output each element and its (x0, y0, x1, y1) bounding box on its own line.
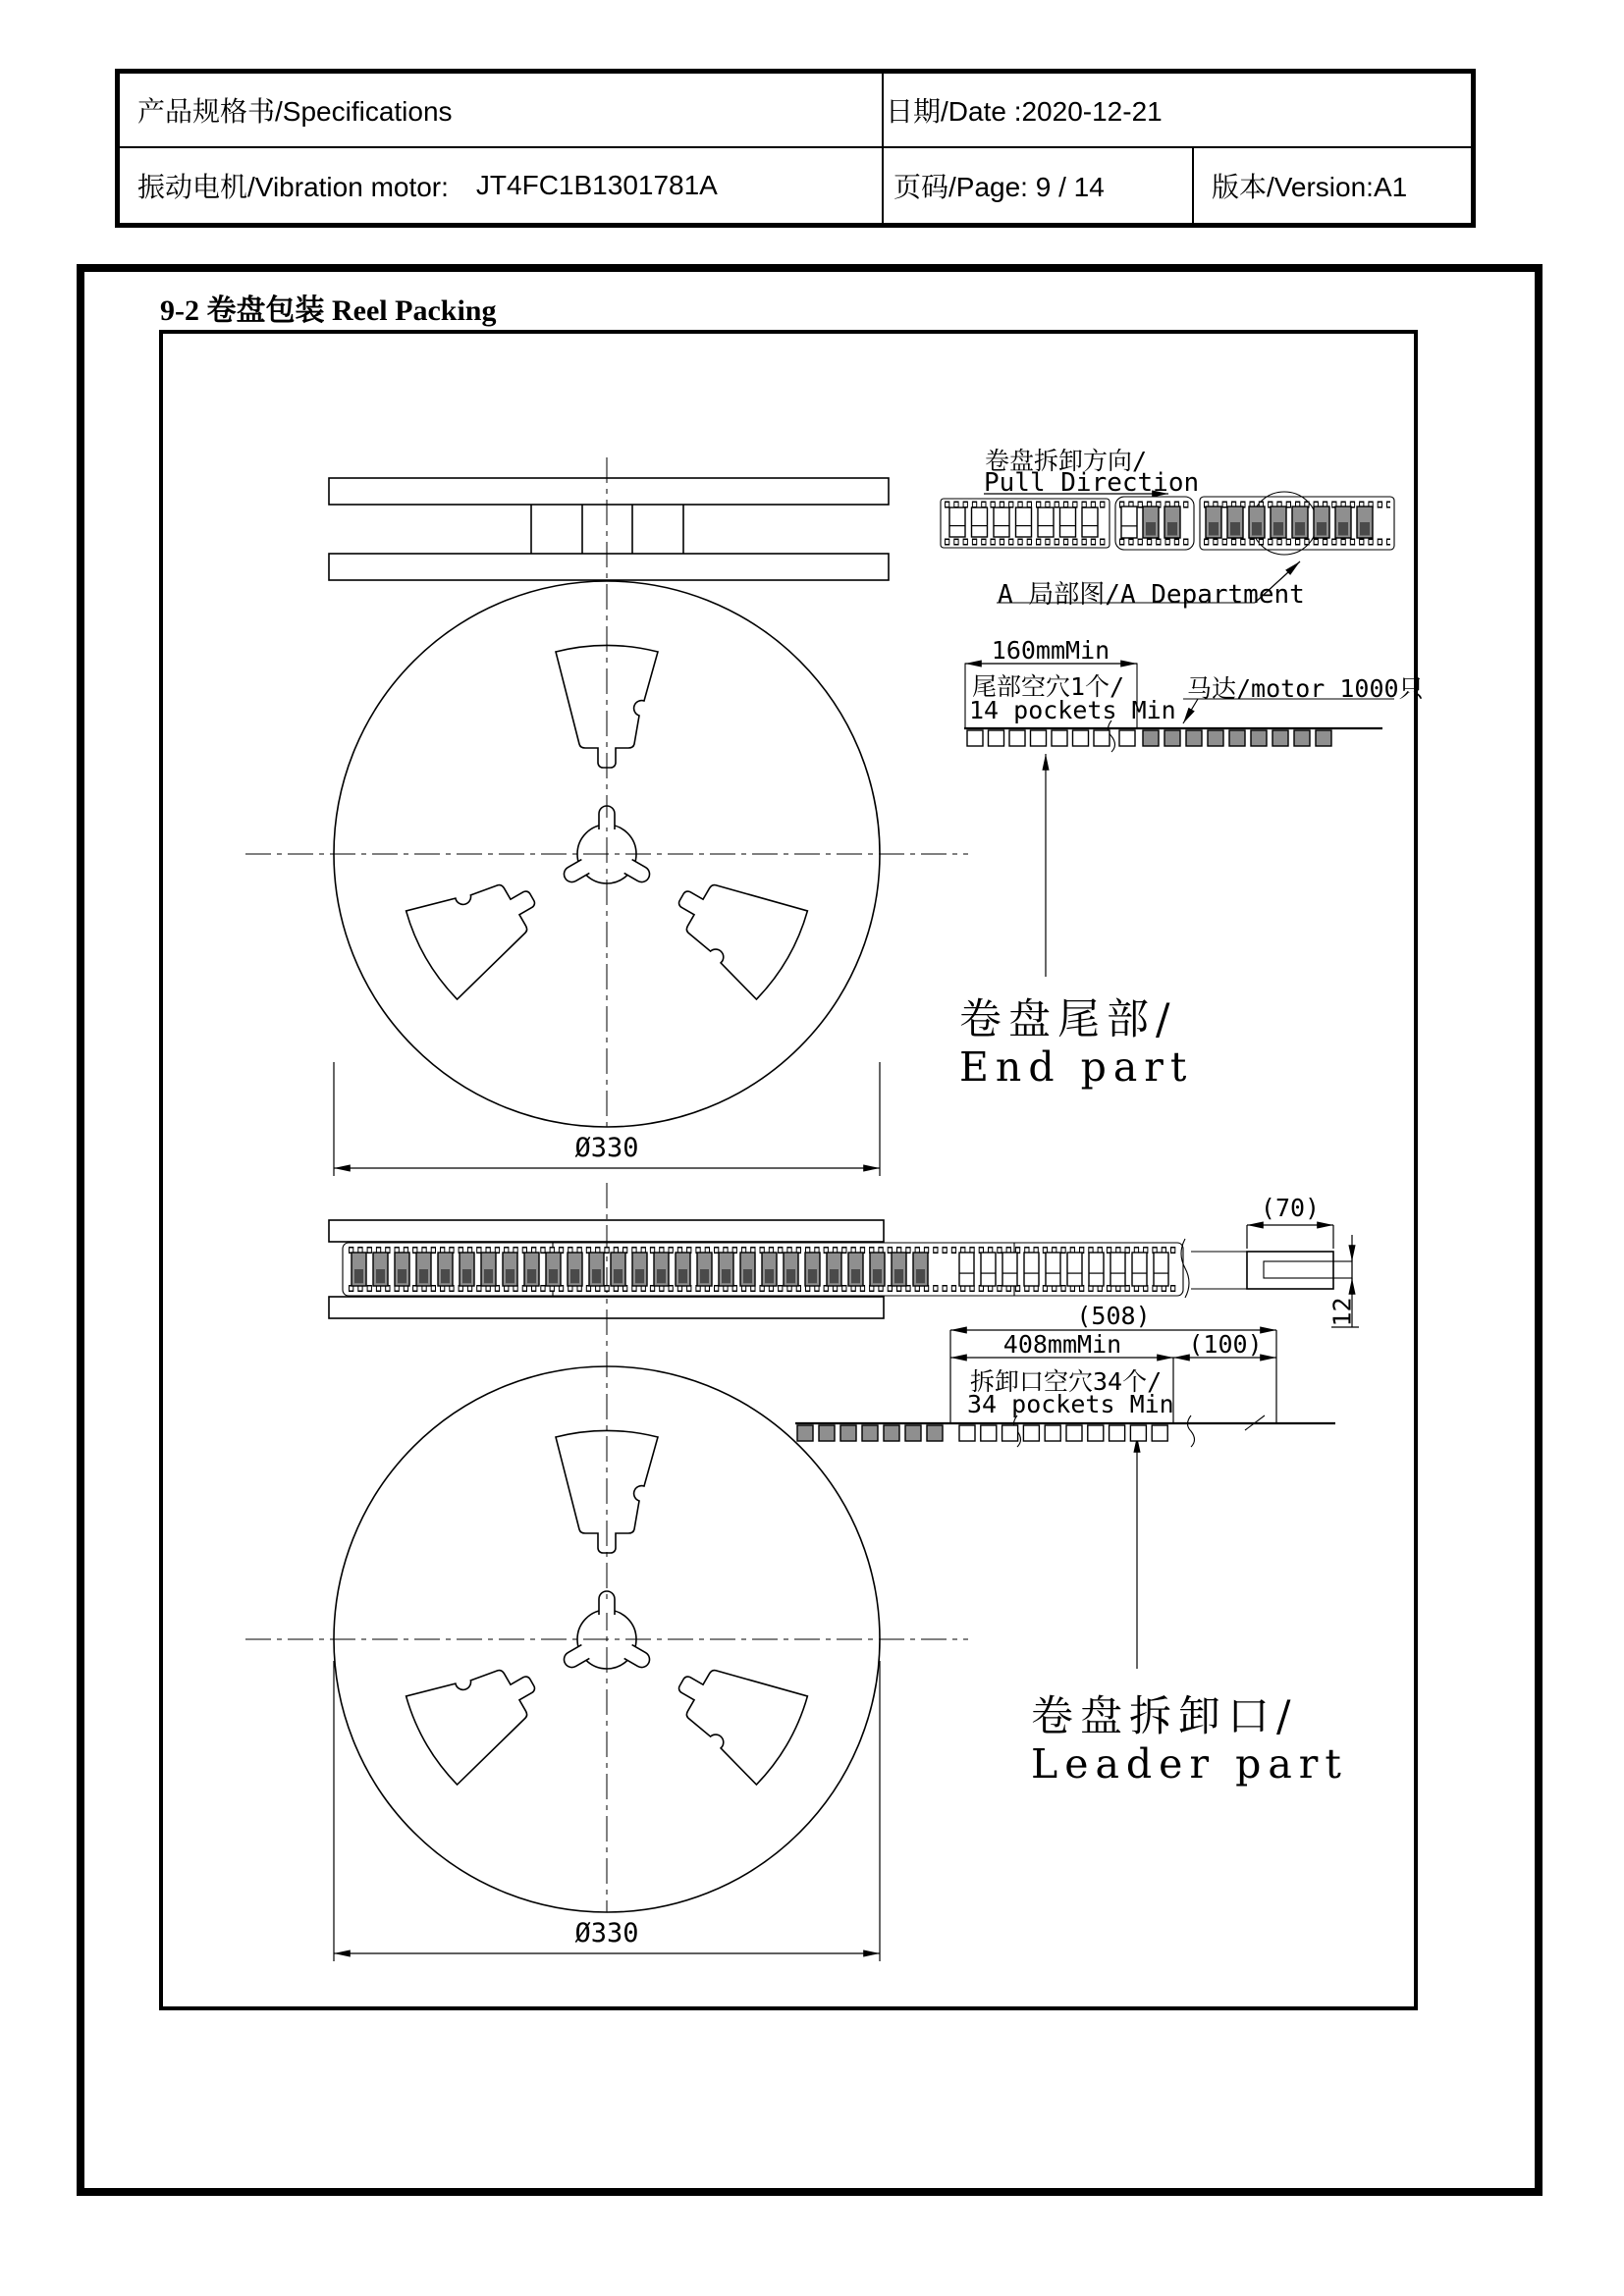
motor-model: JT4FC1B1301781A (475, 170, 718, 200)
leader-pocket-label-en: 34 pockets Min (967, 1390, 1174, 1418)
dim-12-label: 12 (1327, 1297, 1357, 1327)
motor-qty-label: 马达/motor 1000只 (1187, 674, 1424, 703)
pull-direction-label-cn: 卷盘拆卸方向/ (985, 447, 1148, 475)
strip-break-mark (1181, 1239, 1189, 1298)
leader-part-label-en: Leader part (1031, 1740, 1348, 1788)
detail-a-label: A 局部图/A Department (998, 580, 1305, 610)
tail-pocket-label-en: 14 pockets Min (969, 696, 1176, 724)
spec-title: 产品规格书/Specifications (137, 96, 453, 127)
version-value: 版本/Version:A1 (1212, 172, 1408, 202)
dim-408-label: 408mmMin (1002, 1330, 1122, 1359)
end-part-reel-side-view (329, 478, 889, 580)
leader-profile-tape (795, 1415, 1335, 1669)
end-part-label-en: End part (959, 1043, 1194, 1091)
end-part-profile-tape (964, 721, 1382, 977)
tape-pockets (349, 505, 1390, 1441)
leader-70mm-dimension (1247, 1225, 1333, 1249)
motor-label: 振动电机/Vibration motor: (137, 172, 449, 202)
dim-70-label: (70) (1260, 1194, 1321, 1222)
dim-508-label: (508) (1076, 1302, 1151, 1330)
page-value: 页码/Page: 9 / 14 (893, 172, 1105, 202)
dim-100-label: (100) (1188, 1330, 1263, 1359)
leader-part-label-cn: 卷盘拆卸口/ (1031, 1692, 1298, 1741)
leader-reel-diameter-label: Ø330 (574, 1918, 639, 1949)
pull-direction-label-en: Pull Direction (984, 468, 1200, 498)
leader-pocket-label-cn: 拆卸口空穴34个/ (970, 1367, 1163, 1396)
section-title: 9-2 卷盘包装 Reel Packing (160, 294, 497, 327)
date-value: 日期/Date :2020-12-21 (886, 96, 1163, 127)
end-part-label-cn: 卷盘尾部/ (959, 995, 1177, 1044)
tail-pocket-label-cn: 尾部空穴1个/ (972, 672, 1125, 701)
dim-160mm-label: 160mmMin (991, 636, 1110, 665)
end-reel-diameter-label: Ø330 (574, 1133, 639, 1163)
